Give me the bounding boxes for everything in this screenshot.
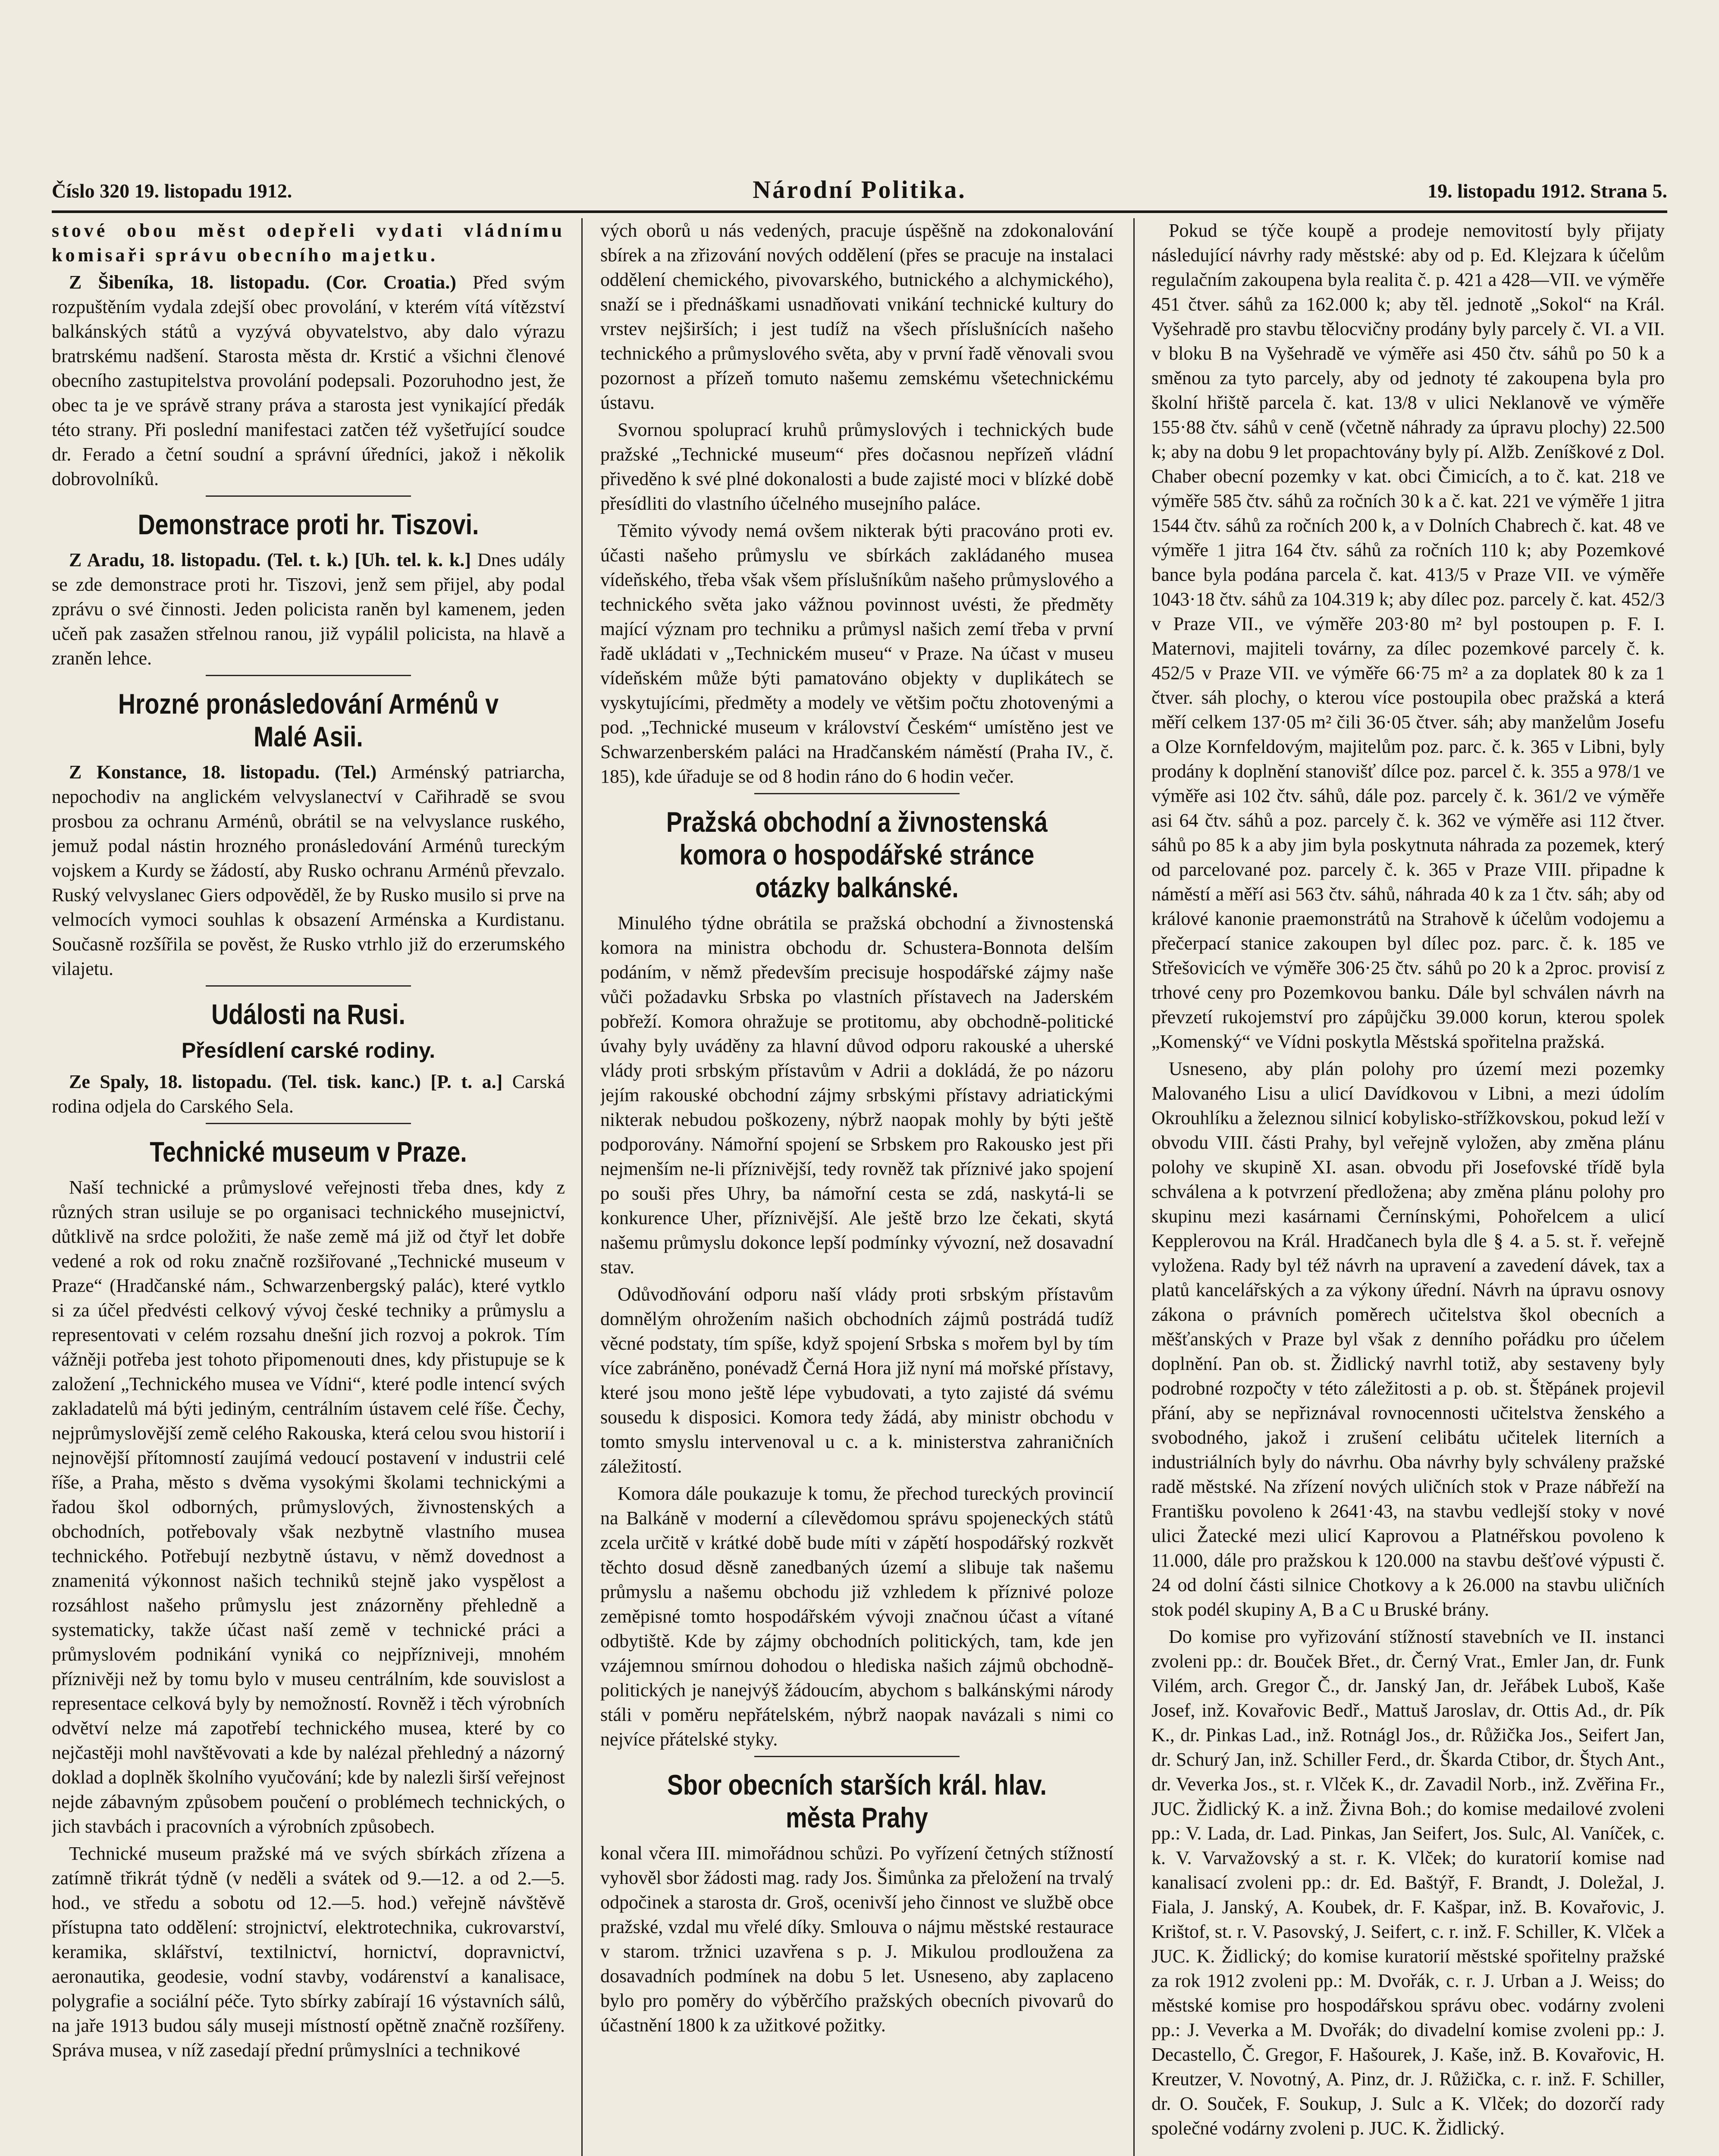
headline-sbor: Sbor obecních starších král. hlav. města Prahy — [667, 1769, 1047, 1833]
dateline: Ze Spaly, 18. listopadu. (Tel. tisk. kanc.) [P. t. a.] — [69, 1071, 503, 1092]
page-date: 19. listopadu 1912. Strana 5. — [1427, 180, 1667, 202]
dateline: Z Konstance, 18. listopadu. (Tel.) — [69, 761, 377, 783]
masthead: Národní Politika. — [753, 175, 966, 204]
headline-demonstrace: Demonstrace proti hr. Tiszovi. — [138, 508, 479, 540]
issue-number: Číslo 320 19. listopadu 1912. — [52, 180, 292, 202]
article-text: Dnes udály se zde demonstrace proti hr. Tiszovi, jenž sem přijel, aby podal zprávu o své činnosti. Jeden policista raněn byl kamenem, jeden učeň pak zasažen střelnou ranou, již vypálil policista, na hlavě a zraněn lehce. — [52, 549, 565, 669]
article-paragraph: Minulého týdne obrátila se pražská obchodní a živnostenská komora na ministra obchodu dr. Schustera-Bonnota delším podáním, v němž především precisuje hospodářské zájmy naše vůči požadavku Srbska po vlastních přístavech na Jaderském pobřeží. Komora ohražuje se protitomu, aby obchodně-politické úvahy byly uváděny za hlavní důvod odporu rakouské a uherské vlády proti srbským přístavům v Adrii a dokládá, že po názoru jejím rakouské obchodní zájmy srbskými přístavy adriatickými nikterak nebudou poškozeny, nýbrž naopak mohly by býti ještě podporovány. Námořní spojení se Srbskem pro Rakousko jest při nejmenším ne-li příznivější, tedy rovněž tak příznivé jako spojení po souši přes Uhry, ba námořní cesta se zdá, naskytá-li se konkurence Uher, příznivější. Ale ještě brzo lze čekati, skytá našemu průmyslu dokonce lepší podmínky vývozní, než dosavadní stav. — [600, 912, 1114, 1278]
divider — [206, 985, 411, 987]
article-paragraph: vých oborů u nás vedených, pracuje úspěšně na zdokonalování sbírek a na zřizování nových oddělení (přes se pracuje na instalaci oddělení chemického, pivovarského, butnického a alchymického), snaží se i přednáškami usnadňovati vnikání technické kultury do vrstev nejširších; i jest tudíž na všech příslušnících našeho technického a průmyslového světa, aby v první řadě věnovali svou pozornost a přízeň tomuto našemu zemskému všetechnickému ústavu. — [600, 220, 1114, 413]
dateline: Z Šibeníka, 18. listopadu. (Cor. Croatia.) — [69, 272, 456, 293]
column-1 — [52, 218, 565, 2156]
headline-museum: Technické museum v Praze. — [150, 1136, 467, 1168]
page-header — [52, 172, 1667, 213]
subheadline-rusi: Přesídlení carské rodiny. — [181, 1038, 436, 1062]
article-paragraph — [52, 760, 565, 981]
article-text: Arménský patriarcha, nepochodiv na anglickém velvyslanectví v Cařihradě se svou prosbou za ochranu Arménů, obrátil se na velvyslance ruského, jemuž podal nástin hrozného pronásledování Arménů tureckým vojskem a Kurdy se žádostí, aby Rusko ochranu Arménů převzalo. Ruský velvyslanec Giers odpověděl, že by Rusko musilo si prve na velmocích vymoci souhlas k obsazení Arménska a Kurdistanu. Současně rozšířila se pověst, že Rusko vtrhlo již do erzerumského vilajetu. — [52, 761, 565, 979]
divider — [206, 1123, 411, 1124]
article-paragraph: Usneseno, aby plán polohy pro území mezi pozemky Malovaného Lisu a ulicí Davídkovou v Libni, a mezi údolím Okrouhlíku a železnou silnicí kobylisko-střížkovskou, pokud leží v obvodu VIII. části Prahy, byl veřejně vyložen, aby změna plánu polohy ve skupině XI. asan. obvodu při Josefovské třídě byla schválena a k potvrzení předložena; aby změna plánu polohy pro skupinu mezi kasárnami Černínskými, Pohořelcem a ulicí Kepplerovou na Král. Hradčanech byla dle § 4. a 5. st. ř. veřejně vyložena. Rady byl též návrh na upravení a zavedení dávek, tax a platů kancelářských a za výkony úřední. Návrh na úpravu osnovy zákona o právních poměrech učitelstva škol obecních a měšťanských v Praze byl však z denního pořádku pro účelem doplnění. Pan ob. st. Židlický navrhl totiž, aby sestaveny byly podrobné rozpočty v této záležitosti a p. ob. st. Štěpánek projevil přání, aby se nepřiznával rovnocennosti učitelstva ženského a svobodného, jakož i zrušení celibátu učitelek literních a industriálních byly do návrhu. Oba návrhy byly schváleny pražské radě městské. Na zřízení nových uličních stok v Praze nábřeží na Františku povoleno k 2641·43, na stavbu vedlejší stoky v nové ulici Žatecké mezi ulicí Kaprovou a Platnéřskou povoleno k 11.000, dále pro pražskou k 120.000 na stavbu dešťové výpusti č. 24 od dolní části silnice Chotkovy a k 26.000 na stavbu uličních stok podél skupiny A, B a C u Bruské brány. — [1151, 1058, 1665, 1620]
divider — [754, 793, 960, 794]
column-rule — [581, 218, 583, 2156]
divider — [754, 1756, 960, 1757]
divider — [206, 675, 411, 676]
column-rule — [1133, 218, 1135, 2156]
headline-komora: Pražská obchodní a živnostenská komora o hospodářské stránce otázky balkánské. — [666, 806, 1048, 903]
article-text: Před svým rozpuštěním vydala zdejší obec provolání, v kterém vítá vítězství balkánských států a vyzývá obyvatelstvo, aby dalo výrazu bratrskému nadšení. Starosta města dr. Krstić a všichni členové obecního zastupitelstva provolání podepsali. Pozoruhodno jest, že obec ta je ve správě strany práva a starosta jest vynikající předák této strany. Při poslední manifestaci zatčen též vyšetřující soudce dr. Ferado a četní soudní a správní úředníci, jakož i několik dobrovolníků. — [52, 272, 565, 489]
article-paragraph: Komora dále poukazuje k tomu, že přechod tureckých provincií na Balkáně v moderní a cílevědomou správu spojeneckých států zcela určitě v krátké době bude míti v zápětí hospodářský rozkvět těchto dosud děsně zanedbaných území a slibuje tak našemu průmyslu a našemu obchodu již vzhledem k příznivé poloze zeměpisné tomto hospodářském vývoji značnou účast a vítané odbytiště. Kde by zájmy obchodních politických, tam, kde jen vzájemnou smírnou dohodou o hlediska našich zájmů obchodně-politických je nanejvýš žádoucím, abychom s balkánskými národy stáli v poměru nepřátelském, nýbrž naopak navázali s nimi co nejvíce přátelské styky. — [600, 1483, 1114, 1750]
article-paragraph: Svornou spoluprací kruhů průmyslových i technických bude pražské „Technické museum“ přes dočasnou nepřízeň vládní přiveděno k své plné dokonalosti a bude zajisté moci v blízké době přesídliti do vlastního účelného musejního paláce. — [600, 419, 1114, 514]
headline-rusi: Události na Rusi. — [211, 998, 405, 1030]
article-text: Carská rodina odjela do Carského Sela. — [52, 1071, 565, 1117]
article-paragraph: Technické museum pražské má ve svých sbírkách zřízena a zatímně třikrát týdně (v neděli a svátek od 9.—12. a od 2.—5. hod., ve středu a sobotu od 12.—5. hod.) veřejně návštěvě přístupna tato oddělení: strojnictví, elektrotechnika, cukrovarství, keramika, sklářství, textilnictví, hornictví, dopravnictví, aeronautika, geodesie, vodní stavby, vodárenství a kanalisace, polygrafie a sociální péče. Tyto sbírky zabírají 16 výstavních sálů, na jaře 1913 budou sály museji místností opětně značně rozšířeny. Správa musea, v níž zasedají přední průmyslníci a technikové — [52, 1843, 565, 2061]
divider — [206, 495, 411, 497]
article-paragraph: konal včera III. mimořádnou schůzi. Po vyřízení četných stížností vyhověl sbor žádosti mag. rady Jos. Šimůnka za přeložení na trvalý odpočinek a starosta dr. Groš, ocenivší jeho činnost ve službě obce pražské, vzdal mu vřelé díky. Smlouva o nájmu městské restaurace v starom. tržnici uzavřena s p. J. Mikulou prodloužena za dosavadních podmínek na dobu 5 let. Usneseno, aby zaplaceno bylo pro poměry do výběrčího pražských obecních pivovarů do účastnění 1800 k za užitkové požitky. — [600, 1843, 1114, 2036]
article-paragraph: Do komise pro vyřizování stížností stavebních ve II. instanci zvoleni pp.: dr. Bouček Břet., dr. Černý Vrat., Emler Jan, dr. Funk Vilém, arch. Gregor Č., dr. Janský Jan, dr. Jeřábek Luboš, Kaše Josef, inž. Kovařovic Bedř., Mattuš Jaroslav, dr. Ottis Ad., dr. Pík K., dr. Pinkas Lad., inž. Rotnágl Jos., dr. Růžička Jos., Seifert Jan, dr. Schurý Jan, inž. Schiller Ferd., dr. Škarda Ctibor, dr. Štych Ant., dr. Veverka Jos., st. r. Vlček K., dr. Zavadil Norb., inž. Zvěřina Fr., JUC. Židlický K. a inž. Živna Boh.; do komise medailové zvoleni pp.: V. Lada, dr. Lad. Pinkas, Jan Seifert, Jos. Sulc, Al. Vaníček, c. k. V. Varvažovský a st. r. K. Vlček; do kuratorií komise nad kanalisací zvoleni pp.: dr. Ed. Baštýř, F. Brandt, J. Doležal, J. Fiala, J. Janský, A. Koubek, dr. F. Kašpar, inž. B. Kovařovic, J. Krištof, st. r. V. Pasovský, J. Seifert, c. r. inž. F. Schiller, K. Vlček a JUC. K. Židlický; do komise kuratorií městské spořitelny pražské za rok 1912 zvoleni pp.: M. Dvořák, c. r. J. Urban a J. Weiss; do městské komise pro hospodářskou správu obec. vodárny zvoleni pp.: J. Veverka a M. Dvořák; do divadelní komise zvoleni pp.: J. Decastello, Č. Gregor, F. Hašourek, J. Kaše, inž. B. Kovařovic, H. Kreutzer, V. Novotný, A. Pinz, dr. J. Růžička, c. r. inž. F. Schiller, dr. O. Souček, F. Soukup, J. Sulc a K. Vlček; do dozorčí rady společné vodárny zvoleni p. JUC. K. Židlický. — [1151, 1626, 1665, 2139]
article-lead: stové obou měst odepřeli vydati vládnímu komisaři správu obecního majetku. — [52, 220, 565, 266]
column-3 — [1151, 218, 1665, 2156]
article-paragraph — [52, 548, 565, 671]
article-paragraph: Odůvodňování odporu naší vlády proti srbským přístavům domnělým ohrožením našich obchodních zájmů postrádá tudíž věcné podstaty, tím spíše, když spojení Srbska s mořem byl by tím více zabráněno, ponévadž Černá Hora již nyní má mořské přístavy, které jsou mono ještě lépe vybudovati, a tyto zajisté dá svému sousedu k disposici. Komora tedy žádá, aby ministr obchodu v tomto smyslu intervenoval u c. a k. ministerstva zahraničních záležitostí. — [600, 1284, 1114, 1477]
article-paragraph — [52, 270, 565, 491]
article-paragraph: Těmito vývody nemá ovšem nikterak býti pracováno proti ev. účasti našeho průmyslu ve sbírkách zakládaného musea vídeňského, třeba však všem příslušníkům našeho průmyslového a technického světa jako vážnou povinnost uvésti, že předměty mající význam pro techniku a průmysl našich zemí třeba v první řadě ukládati v „Technickém museu“ v Praze. Na účast v museu vídeňském může býti pamatováno objekty v duplikátech se vyskytujícími, předměty a modely ve většim počtu zhotovenými a pod. „Technické museum v království Českém“ umístěno jest ve Schwarzenberském paláci na Hradčanském náměstí (Praha IV., č. 185), kde úřaduje se od 8 hodin ráno do 6 hodin večer. — [600, 520, 1114, 787]
article-paragraph — [52, 1069, 565, 1119]
dateline: Z Aradu, 18. listopadu. (Tel. t. k.) [Uh. tel. k. k.] — [69, 549, 471, 570]
column-2 — [600, 218, 1114, 2156]
article-paragraph: Naší technické a průmyslové veřejnosti třeba dnes, kdy z různých stran usiluje se po organisaci technického musejnictví, důtklivě na srdce položiti, že naše země má již od čtyř let dobře vedené a rok od roku značně rozšiřované „Technické museum v Praze“ (Hradčanské nám., Schwarzenbergský palác), které vytklo si za účel předvésti celkový vývoj české techniky a průmyslu a representovati v celém rozsahu dnešní jich rozvoj a pokrok. Tím vážněji potřeba jest tohoto připomenouti dnes, kdy přistupuje se k založení „Technického musea ve Vídni“, které podle intencí svých zakladatelů má býti jediným, centrálním ústavem celé říše. Čechy, nejprůmyslovější země celého Rakouska, která celou svou historií i nejnovější přítomností zaujímá vedoucí postavení v industrii celé říše, a Praha, město s dvěma vysokými školami technickými a řadou škol odborných, průmyslových, živnostenských a obchodních, potřebovaly však nezbytně vlastního musea technického. Potřebují nezbytně ústavu, v němž dovednost a znamenitá výkonnost našich techniků stejně jako vyspělost a rozsáhlost našeho průmyslu jest znázorněny přehledně a systematicky, takže účast naší země v technické práci a průmyslovém podnikání vyniká co nejpřízniveji, mnohém příznivěji než by tomu bylo v museu centrálním, kde souvislost a representace celková byly by nemožností. Rovněž i těch výrobních odvětví nelze má zapotřebí technického musea, které by co nejčastěji mohl navštěvovati a kde by nalézal přehledný a názorný doklad a doplněk školního vyučování; kde by nalezli širší veřejnost nejde zábavným způsobem poučení o problémech technických, o jich stavbách i pracovních a výrobních způsobech. — [52, 1177, 565, 1837]
article-paragraph: Pokud se týče koupě a prodeje nemovitostí byly přijaty následující návrhy rady městské: aby od p. Ed. Klejzara k účelům regulačním zakoupena byla realita č. p. 421 a 428—VII. ve výměře 451 čtver. sáhů za 162.000 k; aby těl. jednotě „Sokol“ na Král. Vyšehradě pro stavbu tělocvičny prodány byly parcely č. VI. a VII. v bloku B na Vyšehradě ve výměře asi 450 čtv. sáhů po 50 k a směnou za tyto parcely, aby od jednoty té zakoupena byla pro školní hřiště parcela č. kat. 13/8 v ulici Neklanově ve výměře 155·88 čtv. sáhů v ceně (včetně náhrady za úpravu plochy) 22.500 k; aby na dobu 9 let propachtovány byly pí. Alžb. Zeníškové z Dol. Chaber obecní pozemky v kat. obci Čimicích, a to č. kat. 218 ve výměře 585 čtv. sáhů za ročních 30 k a č. kat. 221 ve výměře 1 jitra 1544 čtv. sáhů za ročních 200 k, a v Dolních Chabrech č. kat. 48 ve výměře 1 jitra 164 čtv. sáhů za ročních 110 k; aby Pozemkové bance byla podána parcela č. kat. 413/5 v Praze VII. ve výměře 1043·18 čtv. sáhů za 104.319 k; aby dílec poz. parcely č. kat. 452/3 v Praze VII., ve výměře 203·80 m² byl postoupen p. F. I. Maternovi, majiteli továrny, za dílec pozemkové parcely č. k. 452/5 v Praze VII. ve výměře 66·75 m² a za doplatek 80 k za 1 čtver. sáh plochy, o kterou více postoupila obec pražská a která měří celkem 137·05 m² čili 36·05 čtver. sáh; aby manželům Josefu a Olze Kornfeldovým, majitelům poz. parc. č. k. 365 v Libni, byly prodány k doplnění stanovišť dílce poz. parcel č. k. 355 a 978/1 ve výměře asi 102 čtv. sáhů, dále poz. parcely č. k. 361/2 ve výměře asi 64 čtv. sáhů a poz. parcely č. k. 362 ve výměře asi 112 čtver. sáhů po 85 k a aby jim byla poskytnuta náhrada za pozemek, který od parcelované poz. parcely č. k. 365 v Praze VIII. připadne k náměstí a měří asi 563 čtv. sáhů, náhrada 40 k za 1 čtv. sáh; aby od králové kanonie praemonstrátů na Strahově k účelům vodojemu a přečerpací stanice zakoupen byl dílec poz. parc. č. k. 185 ve Střešovicích ve výměře 306·25 čtv. sáhů po 20 k a 2proc. provisí z trhové ceny pro Pozemkovou banku. Dále byl schválen návrh na převzetí rukojemství pro zápůjčku 39.000 korun, kterou spolek „Komenský“ ve Vídni poskytla Městská spořitelna pražská. — [1151, 220, 1665, 1052]
headline-armeni: Hrozné pronásledování Arménů v Malé Asii. — [118, 688, 499, 752]
